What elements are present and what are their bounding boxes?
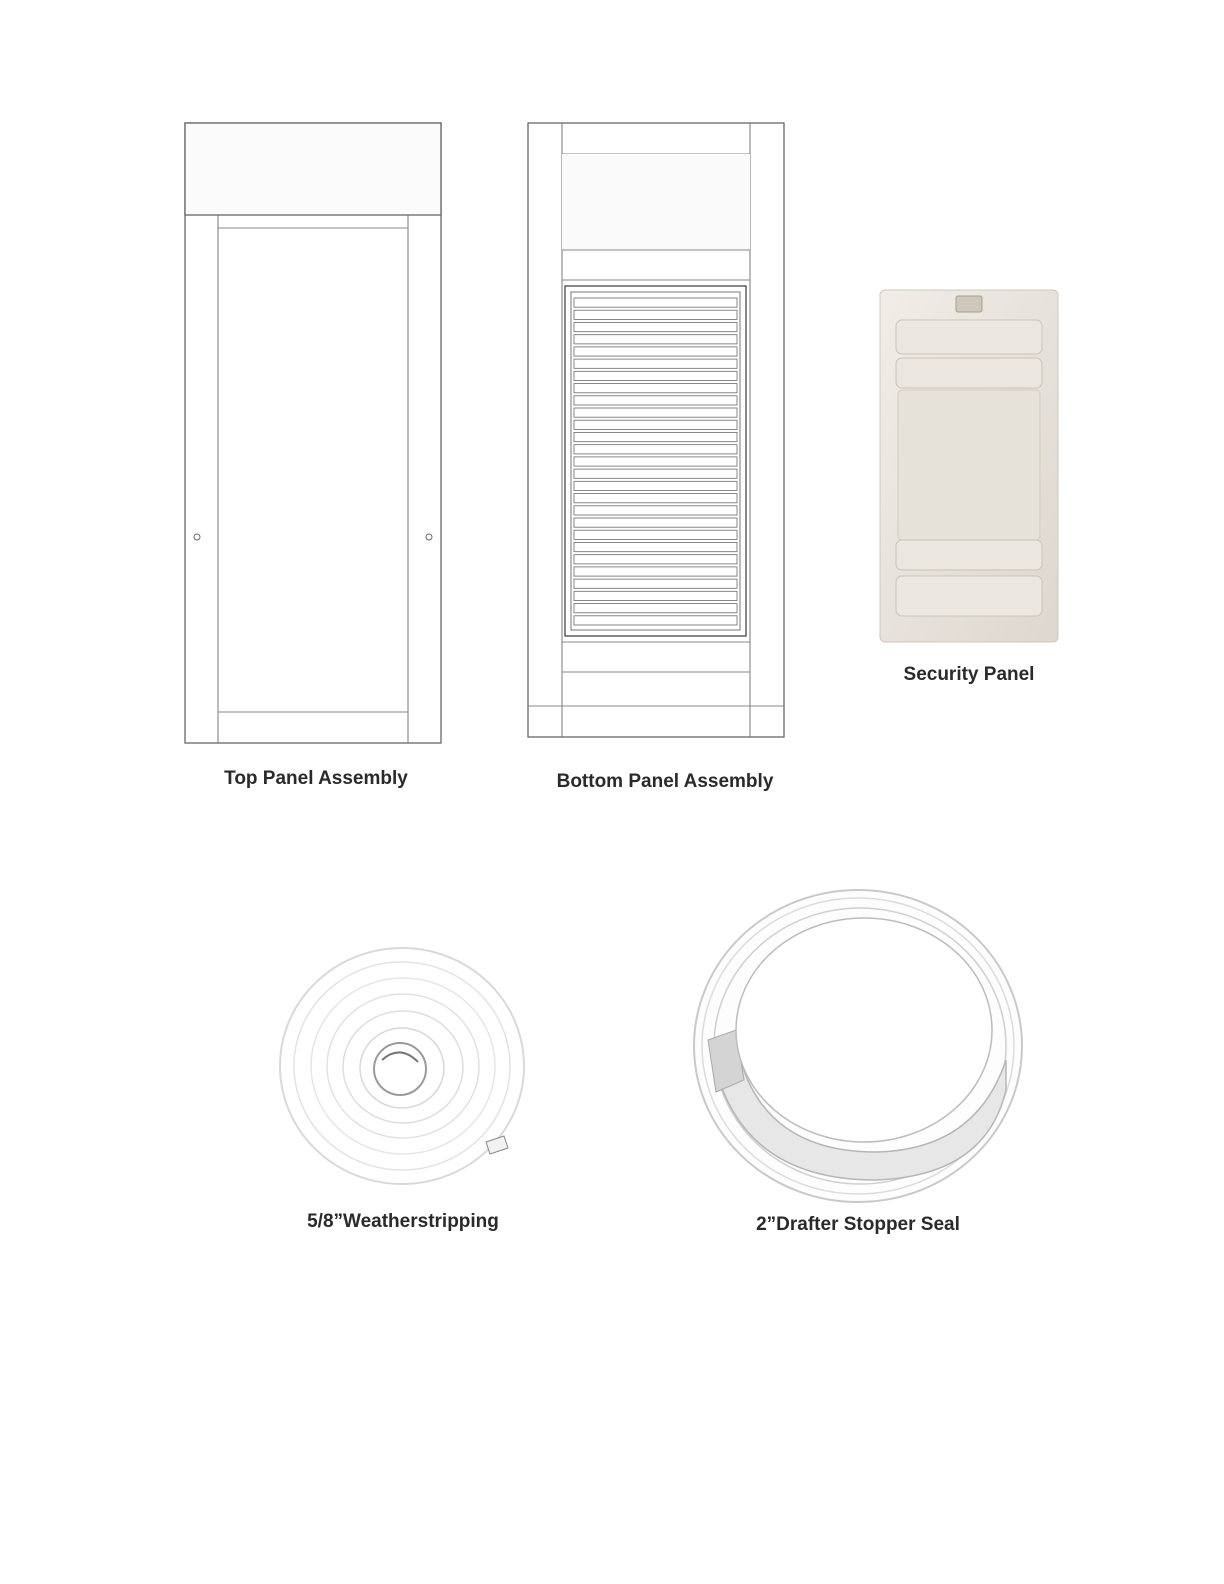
louver-slat (574, 347, 737, 356)
louver-slat (574, 530, 737, 539)
drafter-seal-label: 2”Drafter Stopper Seal (756, 1214, 960, 1235)
top-panel-assembly-label: Top Panel Assembly (224, 768, 408, 789)
louver-slat (574, 432, 737, 441)
louver-slat (574, 616, 737, 625)
bottom-panel-assembly-drawing (524, 118, 790, 744)
top-panel-assembly-drawing (180, 118, 446, 748)
weatherstripping-label: 5/8”Weatherstripping (307, 1211, 499, 1232)
louver-slat (574, 396, 737, 405)
louver-slat (574, 579, 737, 588)
louver-slat (574, 359, 737, 368)
louver-slat (574, 481, 737, 490)
louver-slat (574, 494, 737, 503)
security-panel-image (876, 286, 1064, 646)
louver-slat (574, 310, 737, 319)
louver-slat (574, 469, 737, 478)
bottom-panel-assembly-figure (524, 118, 790, 744)
louver-slat (574, 591, 737, 600)
louver-slat (574, 420, 737, 429)
louver-slat (574, 542, 737, 551)
louver-slat (574, 371, 737, 380)
louver-slat (574, 408, 737, 417)
security-panel-figure (876, 286, 1064, 646)
weatherstripping-roll-image (272, 940, 532, 1200)
top-panel-assembly-figure (180, 118, 446, 748)
louver-slat (574, 518, 737, 527)
louver-slat (574, 555, 737, 564)
louver-slat (574, 322, 737, 331)
louver-slat (574, 506, 737, 515)
louver-slat (574, 457, 737, 466)
louver-slat (574, 604, 737, 613)
drafter-seal-figure (686, 880, 1032, 1210)
weatherstripping-figure (272, 940, 532, 1200)
louver-group (574, 298, 737, 625)
bottom-panel-assembly-label: Bottom Panel Assembly (556, 771, 774, 792)
security-panel-label: Security Panel (903, 664, 1035, 685)
louver-slat (574, 567, 737, 576)
louver-slat (574, 335, 737, 344)
drafter-seal-roll-image (686, 880, 1032, 1210)
louver-slat (574, 445, 737, 454)
louver-slat (574, 298, 737, 307)
louver-slat (574, 384, 737, 393)
